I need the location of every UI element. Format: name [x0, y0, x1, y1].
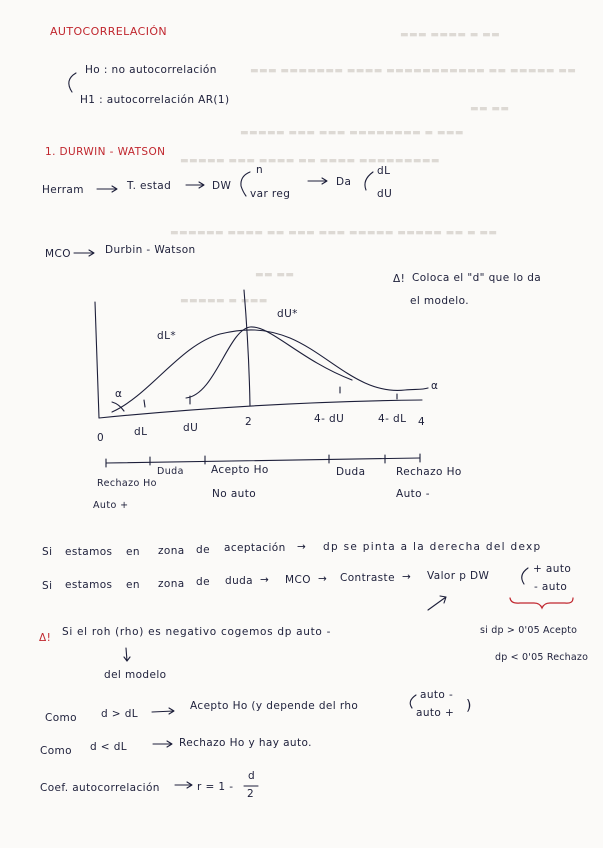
rule1-word: en [126, 546, 140, 558]
bleed-through: ▬▬▬ ▬▬▬▬▬▬▬ ▬▬▬▬ ▬▬▬▬▬▬▬▬▬▬▬ ▬▬ ▬▬▬▬▬ ▬▬ [250, 66, 577, 76]
graph-x-axis [99, 400, 422, 418]
arrow-icon [124, 648, 130, 661]
valor-p-brace [522, 568, 528, 584]
bleed-through: ▬▬▬▬▬ ▬▬▬ ▬▬▬▬ ▬▬ ▬▬▬▬ ▬▬▬▬▬▬▬▬▬ [180, 156, 440, 166]
number-line [106, 458, 420, 463]
como2-cond: d < dL [90, 741, 128, 753]
da-brace [365, 172, 373, 190]
minus-auto-label: - auto [534, 581, 568, 593]
del-modelo-label: del modelo [104, 669, 167, 681]
rho-brace [410, 695, 416, 708]
rule2-word: MCO [285, 574, 311, 586]
como1-close-paren: ) [466, 698, 472, 714]
arrow-icon [428, 596, 446, 610]
plus-auto-label: + auto [533, 563, 572, 575]
como1-pre: Como [45, 712, 78, 724]
rule1-word: Si [42, 546, 53, 558]
bleed-through: ▬▬ ▬▬ [470, 104, 510, 114]
curve-dl [112, 330, 428, 412]
bleed-through: ▬▬ ▬▬ [255, 270, 295, 280]
region-left-auto: Auto + [93, 500, 129, 511]
reject-rule: dp < 0'05 Rechazo [495, 652, 589, 663]
alpha-right-label: α [431, 380, 439, 392]
tick-label-du: dU [183, 422, 199, 434]
rule2-word: estamos [65, 579, 113, 591]
region-duda-1: Duda [157, 466, 184, 477]
rule1-word: de [196, 544, 210, 556]
da-label: Da [336, 176, 352, 188]
tick-label-0: 0 [97, 432, 105, 444]
hypothesis-h1: H1 : autocorrelación AR(1) [80, 94, 230, 106]
mco-method: Durbin - Watson [105, 244, 196, 256]
graph-y-axis [95, 302, 99, 418]
tick-label-4-dl: 4- dL [378, 413, 407, 425]
section-heading-durbin-watson: 1. DURWIN - WATSON [45, 146, 166, 158]
tick-label-4: 4 [418, 416, 426, 428]
dw-label: DW [212, 180, 232, 192]
arrow-icon [97, 186, 117, 192]
arrow-icon [308, 178, 327, 184]
coef-formula: r = 1 - [197, 781, 234, 793]
page-title: AUTOCORRELACIÓN [50, 25, 168, 38]
red-brace [510, 598, 573, 608]
rule2-word: duda [225, 575, 254, 587]
coef-denominator: 2 [247, 788, 255, 800]
herram-label: Herram [42, 184, 84, 196]
dw-brace [241, 172, 250, 196]
coef-label: Coef. autocorrelación [40, 782, 160, 794]
graph-center-line [244, 290, 250, 406]
tick-label-2: 2 [245, 416, 253, 428]
accept-rule: si dp > 0'05 Acepto [480, 625, 578, 636]
rule2-word: en [126, 579, 140, 591]
curve-dl-label: dL* [157, 330, 176, 342]
du-label: dU [377, 188, 393, 200]
rule2-arrow: → [260, 574, 270, 586]
arrow-icon [175, 782, 192, 788]
rule2-word: zona [158, 578, 185, 590]
rule2-word: de [196, 576, 210, 588]
graph-tick [144, 400, 145, 407]
rule2-arrow: → [318, 573, 328, 585]
bleed-through: ▬▬▬▬▬▬ ▬▬▬▬ ▬▬ ▬▬▬ ▬▬▬ ▬▬▬▬▬ ▬▬▬▬▬ ▬▬ ▬ ▬▬ [170, 228, 498, 238]
rho-warning-text: Si el roh (rho) es negativo cogemos dp auto - [62, 626, 332, 638]
arrow-icon [74, 250, 94, 256]
region-acepto-sub: No auto [212, 488, 257, 500]
region-rechazo: Rechazo Ho [396, 466, 462, 478]
hypothesis-brace [69, 73, 76, 92]
coef-numerator: d [248, 770, 256, 782]
curve-du-label: dU* [277, 308, 298, 320]
hypothesis-h0: Ho : no autocorrelación [85, 64, 217, 76]
rho-warning-symbol: Δ! [39, 632, 52, 644]
como2-result: Rechazo Ho y hay auto. [179, 737, 312, 749]
var-reg-label: var reg [250, 188, 291, 200]
warning-symbol: Δ! [393, 273, 406, 285]
como1-cond: d > dL [101, 708, 139, 720]
rule2-word: Contraste [340, 572, 395, 584]
como1-result: Acepto Ho (y depende del rho [190, 700, 359, 712]
tick-label-4-du: 4- dU [314, 413, 345, 425]
region-acepto: Acepto Ho [211, 464, 269, 476]
como1-auto-minus: auto - [420, 689, 454, 701]
arrow-icon [186, 182, 204, 188]
mco-label: MCO [45, 248, 71, 260]
tick-label-dl: dL [134, 426, 148, 438]
region-left-rechazo: Rechazo Ho [97, 478, 157, 489]
rule1-arrow: → [297, 541, 307, 553]
dl-label: dL [377, 165, 391, 177]
bleed-through: ▬▬▬▬▬ ▬▬▬ ▬▬▬ ▬▬▬▬▬▬▬▬ ▬ ▬▬▬ [240, 128, 464, 138]
rule2-arrow: → [402, 571, 412, 583]
rule2-word: Valor p DW [427, 570, 490, 582]
bleed-through: ▬▬▬▬▬ ▬ ▬▬▬ [180, 296, 268, 306]
warning-line1: Coloca el "d" que lo da [412, 272, 542, 284]
t-estad-label: T. estad [127, 180, 172, 192]
warning-line2: el modelo. [410, 295, 469, 307]
como1-auto-plus: auto + [416, 707, 455, 719]
rule1-word: aceptación [224, 542, 286, 554]
arrow-icon [152, 708, 174, 714]
arrow-icon [153, 741, 172, 747]
n-label: n [256, 164, 264, 176]
region-right-sub: Auto - [396, 488, 430, 500]
rule2-word: Si [42, 580, 53, 592]
rule1-word: estamos [65, 546, 113, 558]
rule1-word: zona [158, 545, 185, 557]
region-duda-2: Duda [336, 466, 366, 478]
alpha-left-label: α [115, 388, 123, 400]
como2-pre: Como [40, 745, 73, 757]
rule1-word: dp se pinta a la derecha del dexp [323, 541, 542, 553]
bleed-through: ▬▬▬ ▬▬▬▬ ▬ ▬▬ [400, 30, 501, 40]
